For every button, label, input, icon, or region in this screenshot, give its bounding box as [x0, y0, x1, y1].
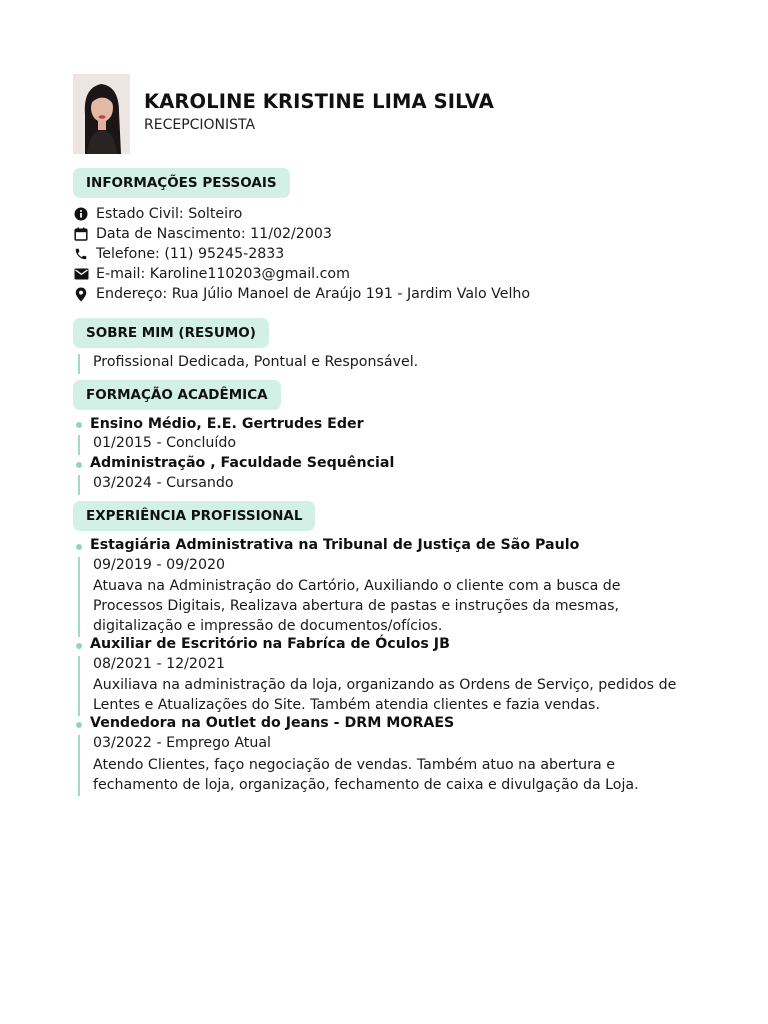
- personal-info-list: [73, 204, 713, 304]
- section-personal-info: INFORMAÇÕES PESSOAIS: [73, 168, 290, 198]
- calendar-icon: [73, 226, 89, 242]
- description-line: Auxiliava na administração da loja, organizando as Ordens de Serviço, pedidos de: [93, 677, 677, 693]
- info-text: E-mail: Karoline110203@gmail.com: [96, 266, 350, 282]
- section-about: SOBRE MIM (RESUMO): [73, 318, 269, 348]
- location-pin-icon: [73, 286, 89, 302]
- timeline-line: [78, 435, 80, 455]
- job-period: 09/2019 - 09/2020: [93, 557, 226, 573]
- timeline-dot: [76, 462, 82, 468]
- profile-photo: [73, 74, 130, 154]
- info-phone: [73, 244, 713, 264]
- job-period: 08/2021 - 12/2021: [93, 656, 226, 672]
- job-title: RECEPCIONISTA: [144, 117, 256, 133]
- info-text: Telefone: (11) 95245-2833: [96, 246, 285, 262]
- education-period: 01/2015 - Concluído: [93, 435, 237, 451]
- job-title-entry: Auxiliar de Escritório na Fabríca de Óculos JB: [90, 636, 450, 652]
- description-line: Atuava na Administração do Cartório, Auxiliando o cliente com a busca de: [93, 578, 621, 594]
- phone-icon: [73, 246, 89, 262]
- about-text: Profissional Dedicada, Pontual e Responsável.: [93, 354, 419, 370]
- job-title-entry: Vendedora na Outlet do Jeans - DRM MORAES: [90, 715, 455, 731]
- timeline-line: [78, 557, 80, 637]
- section-experience: EXPERIÊNCIA PROFISSIONAL: [73, 501, 315, 531]
- timeline-line: [78, 354, 80, 374]
- info-text: Estado Civil: Solteiro: [96, 206, 243, 222]
- info-text: Data de Nascimento: 11/02/2003: [96, 226, 332, 242]
- email-icon: [73, 266, 89, 282]
- education-title: Administração , Faculdade Sequêncial: [90, 455, 395, 471]
- timeline-line: [78, 656, 80, 716]
- description-line: Lentes e Atualizações do Site. Também atendia clientes e fazia vendas.: [93, 697, 600, 713]
- job-description: [93, 576, 713, 636]
- description-line: Atendo Clientes, faço negociação de vendas. Também atuo na abertura e: [93, 757, 615, 773]
- timeline-line: [78, 475, 80, 495]
- info-address: [73, 284, 713, 304]
- info-marital-status: [73, 204, 713, 224]
- timeline-dot: [76, 422, 82, 428]
- info-text: Endereço: Rua Júlio Manoel de Araújo 191 - Jardim Valo Velho: [96, 286, 531, 302]
- info-icon: [73, 206, 89, 222]
- job-description: [93, 675, 713, 715]
- job-period: 03/2022 - Emprego Atual: [93, 735, 271, 751]
- job-description: [93, 755, 713, 795]
- header: [73, 74, 693, 154]
- timeline-dot: [76, 544, 82, 550]
- job-title-entry: Estagiária Administrativa na Tribunal de Justiça de São Paulo: [90, 537, 580, 553]
- description-line: Processos Digitais, Realizava abertura de pastas e instruções da mesmas,: [93, 598, 620, 614]
- timeline-dot: [76, 722, 82, 728]
- timeline-dot: [76, 643, 82, 649]
- timeline-line: [78, 735, 80, 796]
- education-title: Ensino Médio, E.E. Gertrudes Eder: [90, 416, 364, 432]
- section-education: FORMAÇÃO ACADÊMICA: [73, 380, 281, 410]
- full-name: KAROLINE KRISTINE LIMA SILVA: [144, 90, 494, 113]
- description-line: fechamento de loja, organização, fechamento de caixa e divulgação da Loja.: [93, 777, 639, 793]
- info-email: [73, 264, 713, 284]
- education-period: 03/2024 - Cursando: [93, 475, 234, 491]
- description-line: digitalização e impressão de documentos/ofícios.: [93, 618, 443, 634]
- info-birth-date: [73, 224, 713, 244]
